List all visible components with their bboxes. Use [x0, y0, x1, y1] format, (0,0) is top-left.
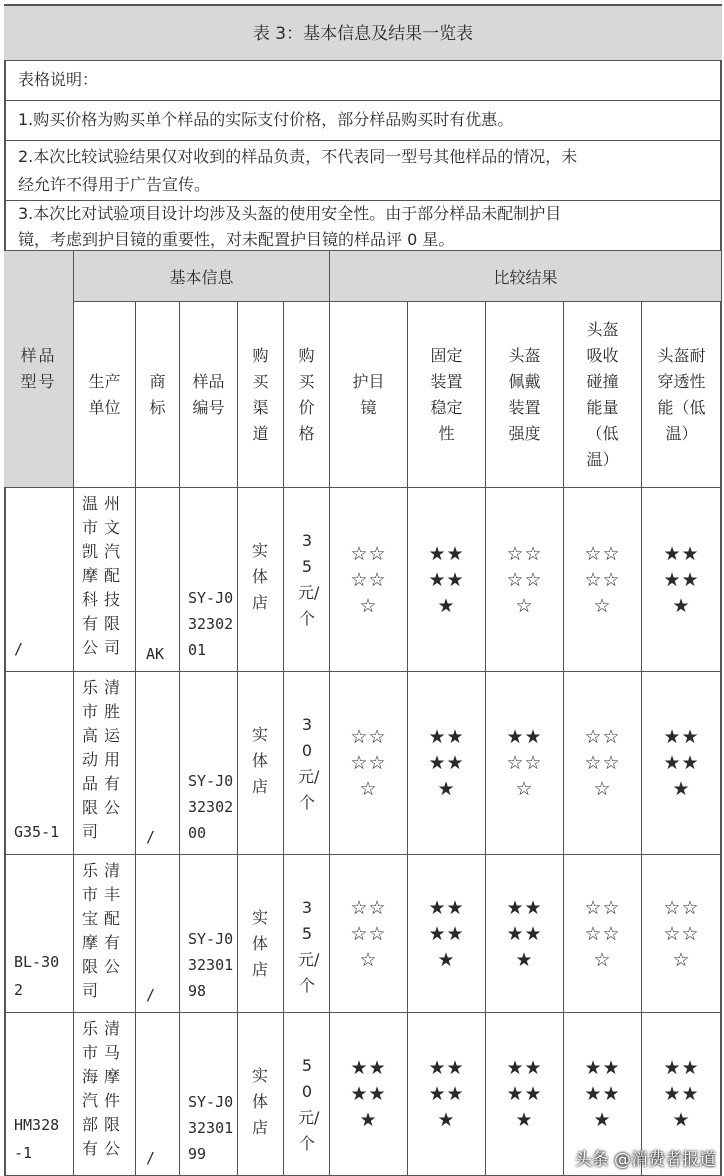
results-table — [4, 250, 722, 1176]
row-3-model-cell — [4, 855, 74, 1013]
header-goggles: 护目镜 — [330, 302, 408, 488]
notes-heading: 表格说明： — [4, 60, 722, 100]
header-penetration: 头盔耐穿透性能（低温） — [642, 302, 722, 488]
cell-text: HM328-1 — [14, 1116, 60, 1162]
row-3-absorb-cell — [564, 855, 642, 1013]
header-basic-info: 基本信息 — [74, 250, 330, 302]
rating-stars: ☆☆☆☆☆ — [663, 896, 700, 971]
row-1-brand-cell — [136, 488, 180, 672]
note-2-line-2: 经允许不得用于广告宣传。 — [18, 175, 211, 194]
rating-stars: ☆☆☆☆☆ — [350, 542, 387, 617]
cell-text: 温州市文凯汽摩配科技有限公司 — [82, 494, 127, 657]
cell-text: 35元/个 — [298, 898, 320, 995]
cell-text: BL-302 — [14, 953, 60, 999]
cell-text: SY-J03230199 — [188, 1093, 234, 1163]
cell-text: 实体店 — [252, 541, 269, 612]
rating-stars: ☆☆☆☆☆ — [506, 542, 543, 617]
row-1-price-cell — [284, 488, 330, 672]
cell-text: / — [146, 828, 156, 846]
rating-stars: ★★★★★ — [506, 896, 543, 971]
row-2-price-cell — [284, 672, 330, 855]
row-1-wearing-cell — [486, 488, 564, 672]
row-3-price-cell — [284, 855, 330, 1013]
row-3-wearing-cell — [486, 855, 564, 1013]
cell-text: / — [146, 986, 156, 1004]
row-3-channel-cell — [238, 855, 284, 1013]
row-4-fixing-cell — [408, 1013, 486, 1176]
cell-text: / — [146, 1149, 156, 1167]
row-3-sample-no-cell — [180, 855, 238, 1013]
rating-stars: ★★★★★ — [584, 1057, 621, 1131]
rating-stars: ☆☆☆☆☆ — [584, 896, 621, 971]
row-4-brand-cell — [136, 1013, 180, 1176]
cell-text: AK — [146, 645, 165, 663]
row-3-goggles-cell — [330, 855, 408, 1013]
header-wearing-strength: 头盔佩戴装置强度 — [486, 302, 564, 488]
rating-stars: ★★☆☆☆ — [506, 726, 543, 800]
cell-text: 实体店 — [252, 1066, 269, 1137]
row-4-manufacturer-cell — [74, 1013, 136, 1176]
row-3-penetration-cell — [642, 855, 722, 1013]
row-2-channel-cell — [238, 672, 284, 855]
row-4-channel-cell — [238, 1013, 284, 1176]
note-1: 1.购买价格为购买单个样品的实际支付价格，部分样品购买时有优惠。 — [4, 100, 722, 140]
row-2-sample-no-cell — [180, 672, 238, 855]
note-2-line-1: 2.本次比较试验结果仅对收到的样品负责，不代表同一型号其他样品的情况，未 — [18, 147, 578, 166]
rating-stars: ★★★★★ — [663, 726, 700, 800]
note-3 — [4, 200, 722, 250]
cell-text: 实体店 — [252, 725, 269, 796]
header-results: 比较结果 — [330, 250, 722, 302]
cell-text: SY-J03230201 — [188, 589, 234, 659]
row-4-goggles-cell — [330, 1013, 408, 1176]
row-1-absorb-cell — [564, 488, 642, 672]
cell-text: SY-J03230198 — [188, 930, 234, 1000]
row-2-brand-cell — [136, 672, 180, 855]
row-1-fixing-cell — [408, 488, 486, 672]
row-4-wearing-cell — [486, 1013, 564, 1176]
rating-stars: ★★★★★ — [663, 542, 700, 617]
cell-text: 35元/个 — [298, 531, 320, 628]
header-impact-absorption: 头盔吸收碰撞能量（低温） — [564, 302, 642, 488]
rating-stars: ☆☆☆☆☆ — [584, 726, 621, 800]
rating-stars: ★★★★★ — [428, 542, 465, 617]
row-2-model-cell — [4, 672, 74, 855]
rating-stars: ☆☆☆☆☆ — [350, 726, 387, 800]
note-2 — [4, 140, 722, 200]
row-2-penetration-cell — [642, 672, 722, 855]
row-1-manufacturer-cell — [74, 488, 136, 672]
cell-text: 乐清市丰宝配摩有限公司 — [82, 861, 127, 1000]
row-1-sample-no-cell — [180, 488, 238, 672]
row-4-sample-no-cell — [180, 1013, 238, 1176]
rating-stars: ★★★★★ — [428, 726, 465, 800]
cell-text: / — [14, 640, 24, 658]
cell-text: 乐清市马海摩汽件部限有公 — [82, 1019, 127, 1158]
header-channel: 购买渠道 — [238, 302, 284, 488]
table-title: 表 3：基本信息及结果一览表 — [4, 4, 722, 60]
row-2-fixing-cell — [408, 672, 486, 855]
cell-text: 30元/个 — [298, 715, 320, 812]
rating-stars: ★★★★★ — [506, 1057, 543, 1131]
rating-stars: ★★★★★ — [428, 1057, 465, 1131]
header-manufacturer: 生产单位 — [74, 302, 136, 488]
header-sample-model: 样品型号 — [4, 250, 74, 488]
header-brand: 商标 — [136, 302, 180, 488]
row-4-price-cell — [284, 1013, 330, 1176]
header-fixing-stability: 固定装置稳定性 — [408, 302, 486, 488]
watermark: 头条 @消费者报道 — [574, 1150, 716, 1170]
cell-text: 实体店 — [252, 908, 269, 979]
rating-stars: ★★★★★ — [663, 1057, 700, 1131]
row-2-goggles-cell — [330, 672, 408, 855]
row-3-brand-cell — [136, 855, 180, 1013]
note-3-line-1: 3.本次比对试验项目设计均涉及头盔的使用安全性。由于部分样品未配制护目 — [18, 204, 562, 223]
cell-text: 乐清市胜高运动用品有限公司 — [82, 678, 127, 841]
row-3-manufacturer-cell — [74, 855, 136, 1013]
cell-text: 50元/个 — [298, 1056, 320, 1153]
note-3-line-2: 镜，考虑到护目镜的重要性，对未配置护目镜的样品评 0 星。 — [18, 230, 455, 249]
rating-stars: ☆☆☆☆☆ — [350, 896, 387, 971]
row-1-model-cell — [4, 488, 74, 672]
row-2-manufacturer-cell — [74, 672, 136, 855]
cell-text: SY-J03230200 — [188, 772, 234, 842]
header-price: 购买价格 — [284, 302, 330, 488]
row-1-goggles-cell — [330, 488, 408, 672]
row-4-model-cell — [4, 1013, 74, 1176]
rating-stars: ★★★★★ — [350, 1057, 387, 1131]
row-2-wearing-cell — [486, 672, 564, 855]
row-1-penetration-cell — [642, 488, 722, 672]
rating-stars: ☆☆☆☆☆ — [584, 542, 621, 617]
row-2-absorb-cell — [564, 672, 642, 855]
header-sample-no: 样品编号 — [180, 302, 238, 488]
row-3-fixing-cell — [408, 855, 486, 1013]
rating-stars: ★★★★★ — [428, 896, 465, 971]
row-1-channel-cell — [238, 488, 284, 672]
cell-text: G35-1 — [14, 823, 60, 841]
